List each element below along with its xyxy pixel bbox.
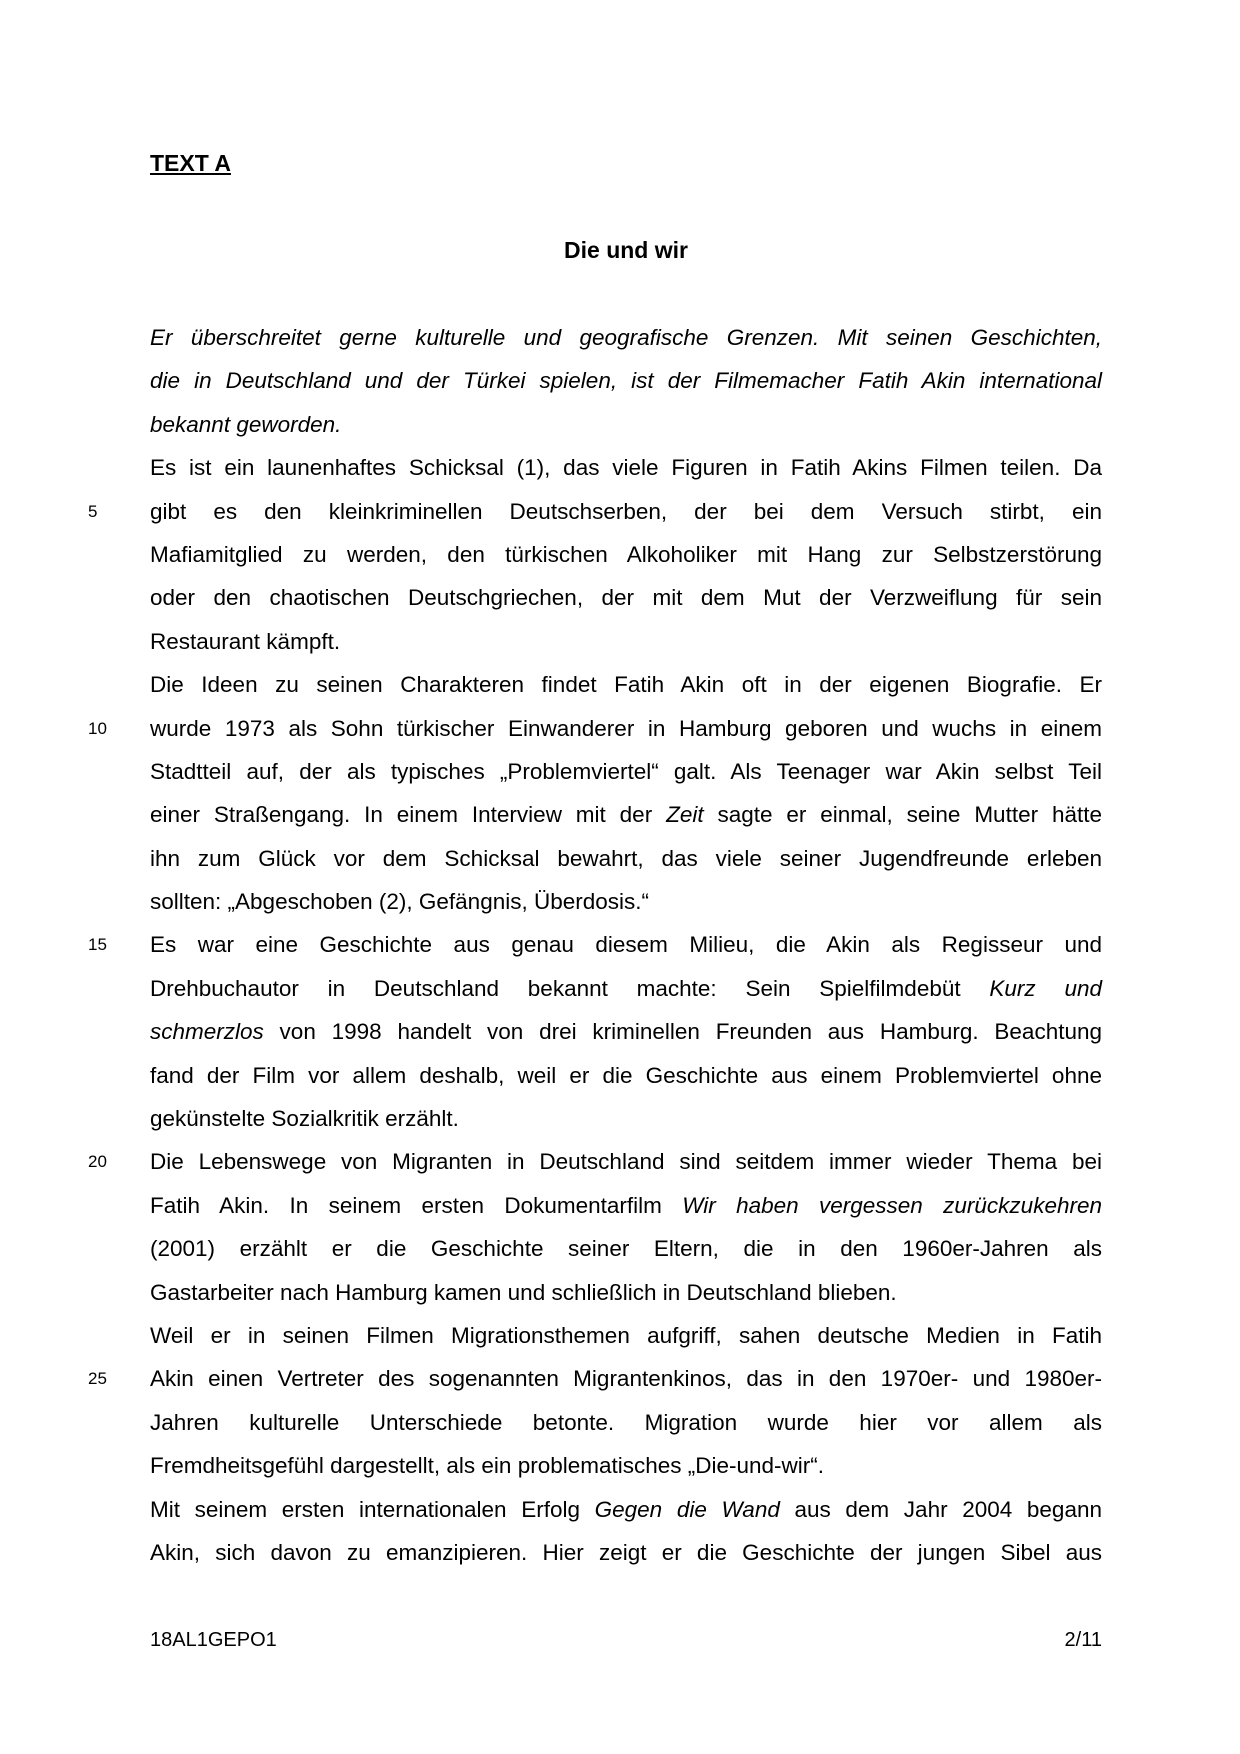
text-segment: einer Straßengang. In einem Interview mit der bbox=[150, 802, 667, 828]
text-line bbox=[150, 967, 1102, 1010]
text-line bbox=[150, 1010, 1102, 1053]
text-line bbox=[88, 1140, 1102, 1183]
text-segment: Fatih Akin. In seinem ersten Dokumentarfilm bbox=[150, 1192, 683, 1218]
text-line bbox=[150, 1488, 1102, 1531]
text-line bbox=[150, 1271, 1102, 1314]
text-segment: sollten: „Abgeschoben (2), Gefängnis, Überdosis.“ bbox=[150, 889, 650, 915]
text-line bbox=[150, 793, 1102, 836]
text-line bbox=[88, 923, 1102, 966]
italic-text: bekannt geworden. bbox=[150, 411, 342, 437]
line-number: 15 bbox=[88, 935, 107, 955]
text-segment: Stadtteil auf, der als typisches „Problemviertel“ galt. Als Teenager war Akin selbst Teil bbox=[150, 758, 1102, 784]
text-segment: aus dem Jahr 2004 begann bbox=[779, 1496, 1102, 1522]
text-line bbox=[150, 446, 1102, 489]
text-segment: Es war eine Geschichte aus genau diesem Milieu, die Akin als Regisseur und bbox=[150, 932, 1102, 958]
italic-text: Zeit bbox=[666, 802, 704, 828]
text-segment: Die Ideen zu seinen Charakteren findet Fatih Akin oft in der eigenen Biografie. Er bbox=[150, 672, 1102, 698]
text-line bbox=[150, 403, 1102, 446]
text-line bbox=[150, 1184, 1102, 1227]
italic-text: Gegen die Wand bbox=[594, 1496, 780, 1522]
article-title: Die und wir bbox=[564, 237, 688, 263]
italic-text: schmerzlos bbox=[150, 1019, 264, 1045]
text-line bbox=[150, 576, 1102, 619]
text-line bbox=[150, 1444, 1102, 1487]
text-line bbox=[150, 663, 1102, 706]
text-segment: gekünstelte Sozialkritik erzählt. bbox=[150, 1106, 459, 1132]
text-segment: Die Lebenswege von Migranten in Deutschland sind seitdem immer wieder Thema bei bbox=[150, 1149, 1102, 1175]
text-segment: Gastarbeiter nach Hamburg kamen und schließlich in Deutschland blieben. bbox=[150, 1279, 897, 1305]
text-segment: Es ist ein launenhaftes Schicksal (1), das viele Figuren in Fatih Akins Filmen teilen. Da bbox=[150, 455, 1102, 481]
text-segment: Mafiamitglied zu werden, den türkischen Alkoholiker mit Hang zur Selbstzerstörung bbox=[150, 541, 1102, 567]
text-line bbox=[150, 1054, 1102, 1097]
text-segment: Mit seinem ersten internationalen Erfolg bbox=[150, 1496, 595, 1522]
text-line bbox=[150, 359, 1102, 402]
text-segment: Weil er in seinen Filmen Migrationsthemen aufgriff, sahen deutsche Medien in Fatih bbox=[150, 1322, 1102, 1348]
text-line bbox=[150, 1401, 1102, 1444]
text-line bbox=[88, 1357, 1102, 1400]
line-number: 5 bbox=[88, 501, 98, 521]
text-line bbox=[150, 1227, 1102, 1270]
text-line bbox=[150, 1314, 1102, 1357]
text-line bbox=[150, 1531, 1102, 1574]
text-line bbox=[150, 837, 1102, 880]
text-line bbox=[150, 1097, 1102, 1140]
text-segment: Restaurant kämpft. bbox=[150, 628, 341, 654]
text-segment: Drehbuchautor in Deutschland bekannt machte: Sein Spielfilmdebüt bbox=[150, 975, 990, 1001]
text-line bbox=[88, 490, 1102, 533]
page-number: 2/11 bbox=[1064, 1629, 1102, 1651]
text-segment: wurde 1973 als Sohn türkischer Einwanderer in Hamburg geboren und wuchs in einem bbox=[150, 715, 1102, 741]
text-line bbox=[88, 707, 1102, 750]
text-line bbox=[150, 316, 1102, 359]
italic-text: Er überschreitet gerne kulturelle und geografische Grenzen. Mit seinen Geschichten, bbox=[150, 325, 1102, 350]
text-line bbox=[150, 533, 1102, 576]
text-segment: von 1998 handelt von drei kriminellen Freunden aus Hamburg. Beachtung bbox=[263, 1019, 1102, 1045]
italic-text: Kurz und bbox=[989, 975, 1102, 1001]
text-segment: ihn zum Glück vor dem Schicksal bewahrt, das viele seiner Jugendfreunde erleben bbox=[150, 845, 1102, 871]
italic-text: die in Deutschland und der Türkei spielen, ist der Filmemacher Fatih Akin international bbox=[150, 368, 1102, 394]
line-number: 10 bbox=[88, 718, 107, 738]
line-number: 20 bbox=[88, 1152, 107, 1172]
text-segment: Jahren kulturelle Unterschiede betonte. Migration wurde hier vor allem als bbox=[150, 1409, 1102, 1435]
text-segment: Akin, sich davon zu emanzipieren. Hier zeigt er die Geschichte der jungen Sibel aus bbox=[150, 1539, 1102, 1565]
text-segment: fand der Film vor allem deshalb, weil er die Geschichte aus einem Problemviertel ohne bbox=[150, 1062, 1102, 1088]
article-body bbox=[88, 316, 1102, 1574]
text-segment: oder den chaotischen Deutschgriechen, der mit dem Mut der Verzweiflung für sein bbox=[150, 585, 1102, 611]
text-segment: sagte er einmal, seine Mutter hätte bbox=[703, 802, 1102, 828]
text-segment: gibt es den kleinkriminellen Deutschserben, der bei dem Versuch stirbt, ein bbox=[150, 498, 1102, 524]
italic-text: Wir haben vergessen zurückzukehren bbox=[682, 1192, 1102, 1218]
section-label: TEXT A bbox=[150, 150, 231, 176]
line-number: 25 bbox=[88, 1369, 107, 1389]
document-code: 18AL1GEPO1 bbox=[150, 1629, 277, 1651]
text-segment: Akin einen Vertreter des sogenannten Migrantenkinos, das in den 1970er- und 1980er- bbox=[150, 1366, 1102, 1392]
text-segment: (2001) erzählt er die Geschichte seiner Eltern, die in den 1960er-Jahren als bbox=[150, 1236, 1102, 1262]
text-line bbox=[150, 750, 1102, 793]
text-segment: Fremdheitsgefühl dargestellt, als ein problematisches „Die-und-wir“. bbox=[150, 1453, 825, 1479]
text-line bbox=[150, 620, 1102, 663]
text-line bbox=[150, 880, 1102, 923]
